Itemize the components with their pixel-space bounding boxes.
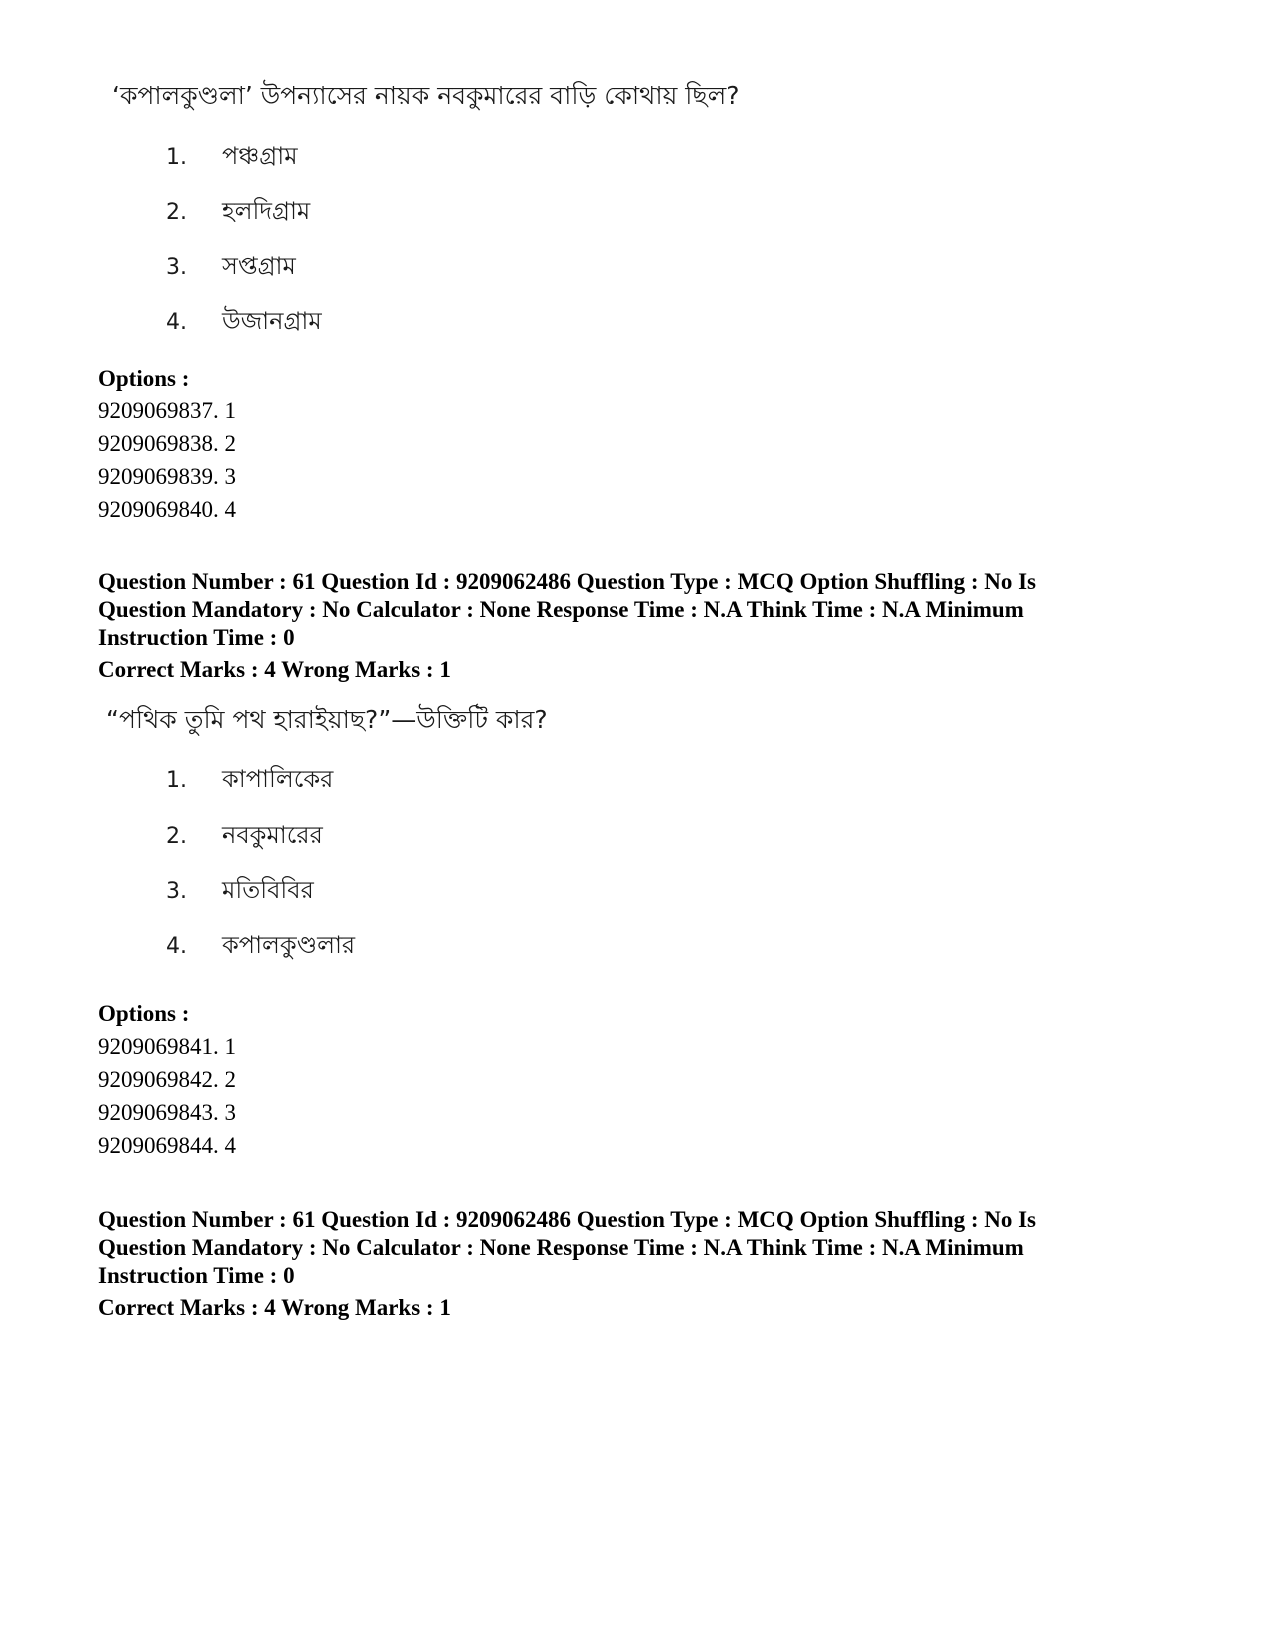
option-id-b-4: 9209069844. 4 bbox=[98, 1133, 236, 1158]
option-number: 4. bbox=[166, 310, 187, 335]
question-meta-2 bbox=[98, 1206, 1178, 1290]
question-b-stem: “পথিক তুমি পথ হারাইয়াছ?”—উক্তিটি কার? bbox=[106, 705, 548, 734]
option-text: নবকুমারের bbox=[222, 821, 323, 849]
option-text: সপ্তগ্রাম bbox=[222, 252, 296, 280]
option-id-a-1: 9209069837. 1 bbox=[98, 398, 236, 423]
meta-line-1: Question Number : 61 Question Id : 9209062486 Question Type : MCQ Option Shuffling : No Is bbox=[98, 1207, 1037, 1232]
option-number: 4. bbox=[166, 934, 187, 959]
question-a-option-4 bbox=[166, 303, 322, 343]
marks-line-2: Correct Marks : 4 Wrong Marks : 1 bbox=[98, 1295, 451, 1320]
option-number: 1. bbox=[166, 145, 187, 170]
meta-line-2: Question Mandatory : No Calculator : None Response Time : N.A Think Time : N.A Minimum bbox=[98, 1235, 1024, 1260]
option-text: হলদিগ্রাম bbox=[222, 197, 311, 225]
option-number: 1. bbox=[166, 768, 187, 793]
question-a-option-1 bbox=[166, 138, 298, 178]
meta-line-1: Question Number : 61 Question Id : 9209062486 Question Type : MCQ Option Shuffling : No Is bbox=[98, 569, 1037, 594]
option-id-b-3: 9209069843. 3 bbox=[98, 1100, 236, 1125]
meta-line-3: Instruction Time : 0 bbox=[98, 1263, 295, 1288]
option-id-b-2: 9209069842. 2 bbox=[98, 1067, 236, 1092]
question-b-option-3 bbox=[166, 872, 314, 912]
option-number: 2. bbox=[166, 824, 187, 849]
option-id-a-3: 9209069839. 3 bbox=[98, 464, 236, 489]
option-text: কপালকুণ্ডলার bbox=[222, 931, 356, 959]
question-a-option-2 bbox=[166, 193, 310, 233]
question-b-option-2 bbox=[166, 817, 323, 857]
option-text: পঞ্চগ্রাম bbox=[222, 142, 298, 170]
options-label-b: Options : bbox=[98, 1001, 190, 1026]
marks-line-1: Correct Marks : 4 Wrong Marks : 1 bbox=[98, 657, 451, 682]
option-text: উজানগ্রাম bbox=[222, 307, 322, 335]
option-id-a-4: 9209069840. 4 bbox=[98, 497, 236, 522]
option-number: 3. bbox=[166, 255, 187, 280]
question-a-stem: ‘কপালকুণ্ডলা’ উপন্যাসের নায়ক নবকুমারের বাড়ি কোথায় ছিল? bbox=[112, 81, 740, 110]
meta-line-3: Instruction Time : 0 bbox=[98, 625, 295, 650]
option-text: কাপালিকের bbox=[222, 765, 334, 793]
option-id-b-1: 9209069841. 1 bbox=[98, 1034, 236, 1059]
question-b-option-1 bbox=[166, 761, 333, 801]
option-number: 3. bbox=[166, 879, 187, 904]
options-label-a: Options : bbox=[98, 366, 190, 391]
meta-line-2: Question Mandatory : No Calculator : None Response Time : N.A Think Time : N.A Minimum bbox=[98, 597, 1024, 622]
question-b-option-4 bbox=[166, 927, 355, 967]
option-text: মতিবিবির bbox=[222, 876, 314, 904]
question-meta-1 bbox=[98, 568, 1178, 652]
option-id-a-2: 9209069838. 2 bbox=[98, 431, 236, 456]
option-number: 2. bbox=[166, 200, 187, 225]
question-a-option-3 bbox=[166, 248, 296, 288]
